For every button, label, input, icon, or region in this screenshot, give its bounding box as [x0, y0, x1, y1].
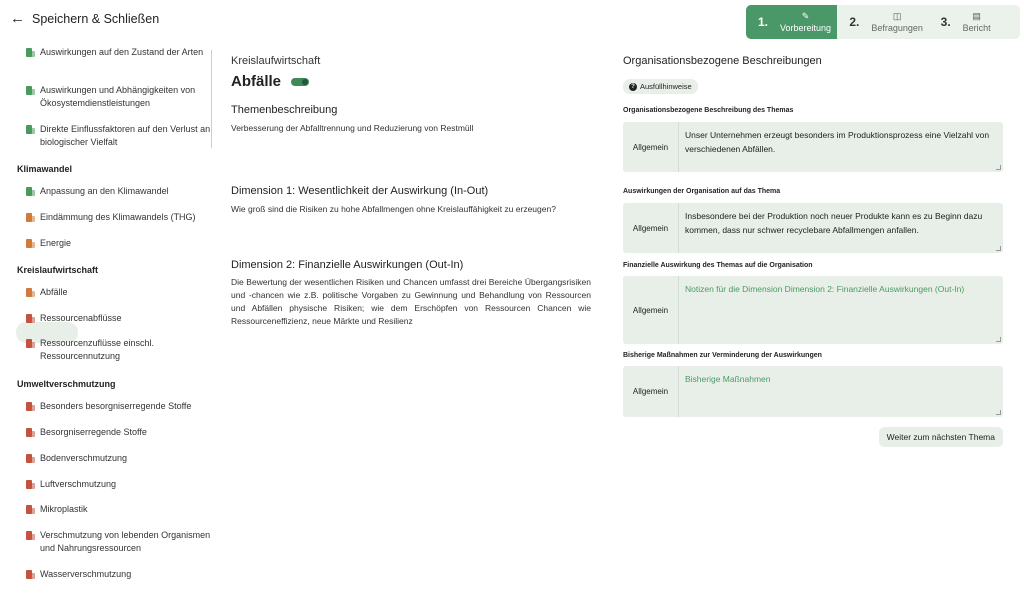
survey-icon: ◫	[892, 10, 902, 21]
sidebar-item-label: Energie	[40, 238, 72, 248]
topic-icon	[26, 239, 35, 248]
measures-textarea[interactable]	[623, 366, 1003, 417]
description-text: Verbesserung der Abfalltrennung und Reduzierung von Restmüll	[231, 123, 474, 133]
sidebar-item-mikroplastik[interactable]	[26, 503, 212, 516]
field-value: Unser Unternehmen erzeugt besonders im Produktionsprozess eine Vielzahl von verschiedenen Abfällen.	[685, 130, 990, 154]
topic-icon	[26, 570, 35, 579]
topic-icon	[26, 339, 35, 348]
step-vorbereitung[interactable]	[746, 5, 837, 39]
topic-icon	[26, 48, 35, 57]
field-category: Allgemein	[623, 122, 679, 172]
sidebar-item-label: Besorgniserregende Stoffe	[40, 427, 147, 437]
description-textarea[interactable]	[623, 122, 1003, 172]
sidebar-item-eindaemmung[interactable]	[26, 211, 212, 224]
stepper	[746, 5, 1020, 39]
edit-icon: ✎	[801, 10, 810, 21]
field-placeholder: Notizen für die Dimension Dimension 2: Finanzielle Auswirkungen (Out-In)	[685, 284, 965, 294]
sidebar-item-label: Auswirkungen auf den Zustand der Arten	[40, 47, 204, 57]
field-title: Organisationsbezogene Beschreibung des Themas	[623, 107, 794, 114]
sidebar-item-wasserverschmutzung[interactable]	[26, 568, 212, 581]
top-bar	[0, 0, 1024, 40]
step-label: Befragungen	[871, 22, 923, 33]
step-bericht[interactable]	[929, 5, 1020, 39]
sidebar-item-luftverschmutzung[interactable]	[26, 478, 212, 491]
topic-sidebar	[0, 40, 212, 593]
sidebar-item-organismen[interactable]	[26, 529, 212, 555]
step-number: 2.	[849, 15, 860, 29]
step-number: 1.	[758, 15, 769, 29]
topic-title: Abfälle	[231, 73, 282, 90]
save-and-close-button[interactable]	[10, 10, 159, 27]
field-title: Auswirkungen der Organisation auf das Thema	[623, 188, 781, 195]
sidebar-item-label: Wasserverschmutzung	[40, 569, 132, 579]
topic-icon	[26, 402, 35, 411]
topic-active-toggle[interactable]	[291, 78, 309, 86]
sidebar-item-einflussfaktoren[interactable]	[26, 123, 212, 149]
organization-title: Organisationsbezogene Beschreibungen	[623, 55, 822, 67]
dimension2-text: Die Bewertung der wesentlichen Risiken und Chancen umfasst drei Bereiche Übergangsrisiken und -chancen wie z.B. politische Vorgaben zu Gewinnung und Behandlung von Ressourcen und Abfällen physische Risiken; wie dem Erschöpfen von Ressourcen Chancen wie Ressourceneffizienz, neue Märkte und Resilienz	[231, 277, 591, 326]
next-topic-button[interactable]: Weiter zum nächsten Thema	[879, 427, 1003, 447]
sidebar-item-label: Direkte Einflussfaktoren auf den Verlust an biologischer Vielfalt	[40, 124, 211, 147]
sidebar-item-bodenverschmutzung[interactable]	[26, 452, 212, 465]
field-value: Insbesondere bei der Produktion noch neuer Produkte kann es zu Beginn dazu kommen, dass nur schwer recyclebare Abfallmengen anfallen.	[685, 211, 983, 235]
dimension2-heading: Dimension 2: Finanzielle Auswirkungen (Out-In)	[231, 259, 464, 271]
sidebar-item-ressourcenabfluesse[interactable]	[26, 312, 212, 325]
topic-icon	[26, 505, 35, 514]
sidebar-group-umweltverschmutzung: Umweltverschmutzung	[17, 379, 116, 389]
sidebar-item-label: Ressourcenabflüsse	[40, 313, 122, 323]
sidebar-item-anpassung[interactable]	[26, 185, 212, 198]
topic-icon	[26, 125, 35, 134]
topic-icon	[26, 288, 35, 297]
description-heading: Themenbeschreibung	[231, 104, 338, 116]
field-placeholder: Bisherige Maßnahmen	[685, 374, 771, 384]
sidebar-item-label: Auswirkungen und Abhängigkeiten von Ökosystemdienstleistungen	[40, 85, 196, 108]
resize-handle-icon[interactable]	[996, 246, 1001, 251]
sidebar-item-oekosystem[interactable]	[26, 84, 212, 110]
topic-icon	[26, 86, 35, 95]
sidebar-item-label: Abfälle	[40, 287, 68, 297]
step-befragungen[interactable]	[837, 5, 928, 39]
financial-impact-textarea[interactable]	[623, 276, 1003, 344]
topic-icon	[26, 428, 35, 437]
title-row	[231, 73, 309, 90]
sidebar-item-label: Besonders besorgniserregende Stoffe	[40, 401, 192, 411]
resize-handle-icon[interactable]	[996, 410, 1001, 415]
dimension1-heading: Dimension 1: Wesentlichkeit der Auswirkung (In-Out)	[231, 185, 489, 197]
topic-icon	[26, 531, 35, 540]
question-icon: ?	[629, 83, 637, 91]
field-category: Allgemein	[623, 366, 679, 417]
dimension1-text: Wie groß sind die Risiken zu hohe Abfallmengen ohne Kreislauffähigkeit zu erzeugen?	[231, 204, 556, 214]
field-category: Allgemein	[623, 276, 679, 344]
hints-label: Ausfüllhinweise	[640, 82, 692, 91]
step-label: Vorbereitung	[780, 22, 832, 33]
topic-icon	[26, 213, 35, 222]
sidebar-group-kreislaufwirtschaft: Kreislaufwirtschaft	[17, 265, 99, 275]
topic-icon	[26, 187, 35, 196]
sidebar-item-zustand-arten[interactable]	[26, 46, 212, 59]
arrow-left-icon: ←	[10, 10, 25, 27]
sidebar-item-besorgniserregend[interactable]	[26, 426, 212, 439]
step-label: Bericht	[962, 22, 991, 33]
topic-category: Kreislaufwirtschaft	[231, 55, 321, 67]
step-number: 3.	[940, 15, 951, 29]
resize-handle-icon[interactable]	[996, 337, 1001, 342]
sidebar-item-label: Eindämmung des Klimawandels (THG)	[40, 212, 196, 222]
sidebar-item-abfaelle[interactable]	[26, 286, 212, 299]
topic-icon	[26, 314, 35, 323]
sidebar-item-label: Verschmutzung von lebenden Organismen und Nahrungsressourcen	[40, 530, 211, 553]
save-and-close-label: Speichern & Schließen	[32, 11, 160, 26]
field-category: Allgemein	[623, 203, 679, 253]
sidebar-item-label: Ressourcenzuflüsse einschl. Ressourcennutzung	[40, 338, 155, 361]
sidebar-scrollbar[interactable]	[211, 50, 212, 148]
sidebar-item-label: Bodenverschmutzung	[40, 453, 128, 463]
topic-icon	[26, 480, 35, 489]
impacts-textarea[interactable]	[623, 203, 1003, 253]
sidebar-item-ressourcenzufluesse[interactable]	[26, 337, 212, 363]
sidebar-item-besonders-besorgniserregend[interactable]	[26, 400, 212, 413]
hints-button[interactable]	[623, 79, 698, 94]
field-title: Bisherige Maßnahmen zur Verminderung der Auswirkungen	[623, 352, 822, 359]
sidebar-item-label: Luftverschmutzung	[40, 479, 117, 489]
sidebar-item-energie[interactable]	[26, 237, 212, 250]
topic-icon	[26, 454, 35, 463]
sidebar-item-label: Anpassung an den Klimawandel	[40, 186, 169, 196]
field-title: Finanzielle Auswirkung des Themas auf die Organisation	[623, 262, 813, 269]
resize-handle-icon[interactable]	[996, 165, 1001, 170]
sidebar-group-klimawandel: Klimawandel	[17, 164, 73, 174]
sidebar-item-label: Mikroplastik	[40, 504, 88, 514]
report-icon: ▤	[972, 10, 981, 21]
